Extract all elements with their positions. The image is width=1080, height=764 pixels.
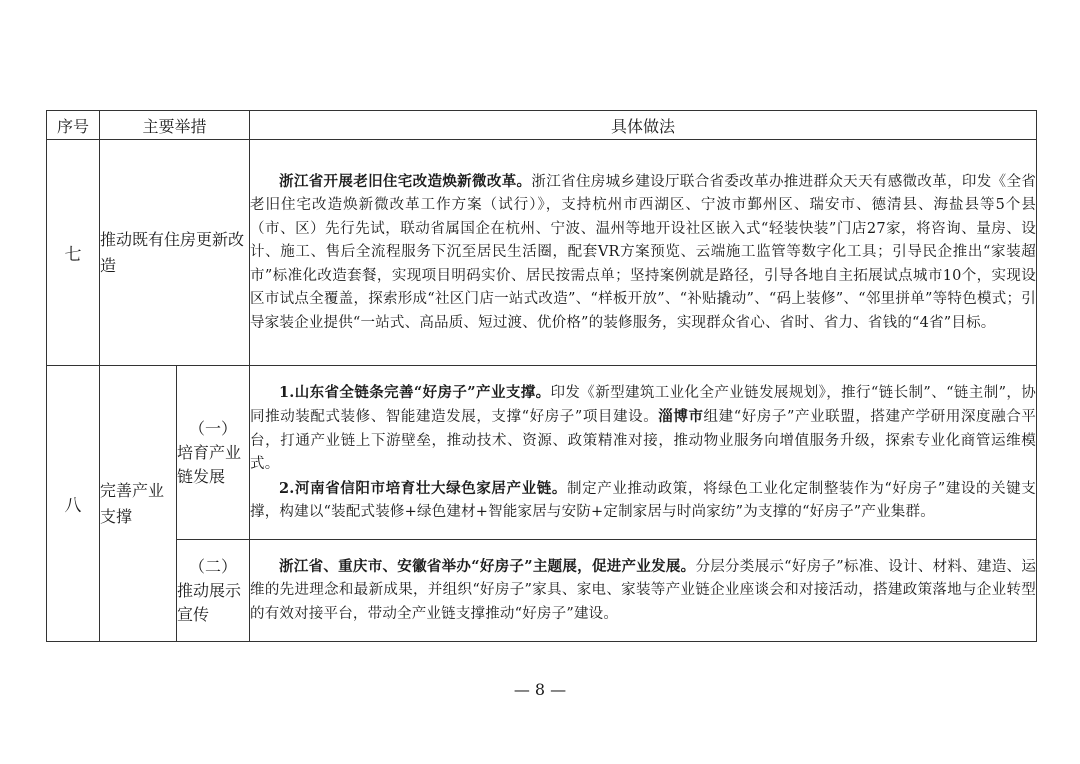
table-row xyxy=(47,366,1037,540)
detail-paragraph xyxy=(250,381,1036,477)
row-measure: 推动既有住房更新改造 xyxy=(100,140,250,366)
sub-measure xyxy=(177,540,250,642)
row-number: 八 xyxy=(47,366,100,642)
sub-measure xyxy=(177,366,250,540)
paragraph-lead: 淄博市 xyxy=(658,408,704,425)
table-row xyxy=(47,540,1037,642)
page-number: — 8 — xyxy=(513,680,567,699)
detail-paragraph xyxy=(250,555,1036,627)
paragraph-lead: 2.河南省信阳市培育壮大绿色家居产业链。 xyxy=(279,479,567,497)
paragraph-text: 浙江省住房城乡建设厅联合省委改革办推进群众天天有感微改革，印发《全省老旧住宅改造焕新微改革工作方案（试行）》，支持杭州市西湖区、宁波市鄞州区、瑞安市、德清县、海盐县等5个县（市、区）先行先试，联动省属国企在杭州、宁波、温州等地开设社区嵌入式“轻装快装”门店27家，将咨询、量房、设计、施工、售后全流程服务下沉至居民生活圈，配套VR方案预览、云端施工监管等数字化工具；引导民企推出“家装超市”标准化改造套餐，实现项目明码实价、居民按需点单；坚持案例就是路径，引导各地自主拓展试点城市10个，实现设区市试点全覆盖，探索形成“社区门店一站式改造”、“样板开放”、“补贴撬动”、“码上装修”、“邻里拼单”等特色模式；引导家装企业提供“一站式、高品质、短过渡、优价格”的装修服务，实现群众省心、省时、省力、省钱的“4省”目标。 xyxy=(250,173,1037,331)
paragraph-text: 组建“好房子”产业联盟，搭建产学研用深度融合平台，打通产业链上下游壁垒，推动技术、资源、政策精准对接，推动物业服务向增值服务升级，探索专业化商管运维模式。 xyxy=(250,409,1037,472)
table-row xyxy=(47,140,1037,366)
paragraph-text: 印发《新型建筑工业化全产业链发展规划》，推行“链长制”、“链主制”，协同推动装配式装修、智能建造发展，支撑“好房子”项目建设。 xyxy=(250,384,1036,425)
paragraph-text: 制定产业推动政策，将绿色工业化定制整装作为“好房子”建设的关键支撑，构建以“装配式装修+绿色建材+智能家居与安防+定制家居与时尚家纺”为支撑的“好房子”产业集群。 xyxy=(250,480,1037,520)
header-measure: 主要举措 xyxy=(100,111,250,140)
row-detail xyxy=(250,140,1037,366)
paragraph-text: 分层分类展示“好房子”标准、设计、材料、建造、运维的先进理念和最新成果，并组织“好房子”家具、家电、家装等产业链企业座谈会和对接活动，搭建政策落地与企业转型的有效对接平台，带动全产业链支撑推动“好房子”建设。 xyxy=(250,558,1037,622)
header-detail: 具体做法 xyxy=(250,111,1037,140)
detail-paragraph xyxy=(250,477,1036,525)
row-detail xyxy=(250,540,1037,642)
measures-table xyxy=(46,110,1037,642)
row-detail xyxy=(250,366,1037,540)
row-number: 七 xyxy=(47,140,100,366)
paragraph-lead: 浙江省、重庆市、安徽省举办“好房子”主题展，促进产业发展。 xyxy=(279,557,696,575)
row-measure: 完善产业支撑 xyxy=(100,366,177,642)
sub-measure-index: （一） xyxy=(189,418,238,438)
table-header-row xyxy=(47,111,1037,140)
paragraph-lead: 1.山东省全链条完善“好房子”产业支撑。 xyxy=(279,383,551,401)
sub-measure-label: 培育产业链发展 xyxy=(177,442,242,486)
detail-paragraph xyxy=(250,170,1036,336)
header-seq: 序号 xyxy=(47,111,100,140)
sub-measure-label: 推动展示宣传 xyxy=(177,580,242,624)
sub-measure-index: （二） xyxy=(189,556,238,576)
paragraph-lead: 浙江省开展老旧住宅改造焕新微改革。 xyxy=(279,172,532,190)
